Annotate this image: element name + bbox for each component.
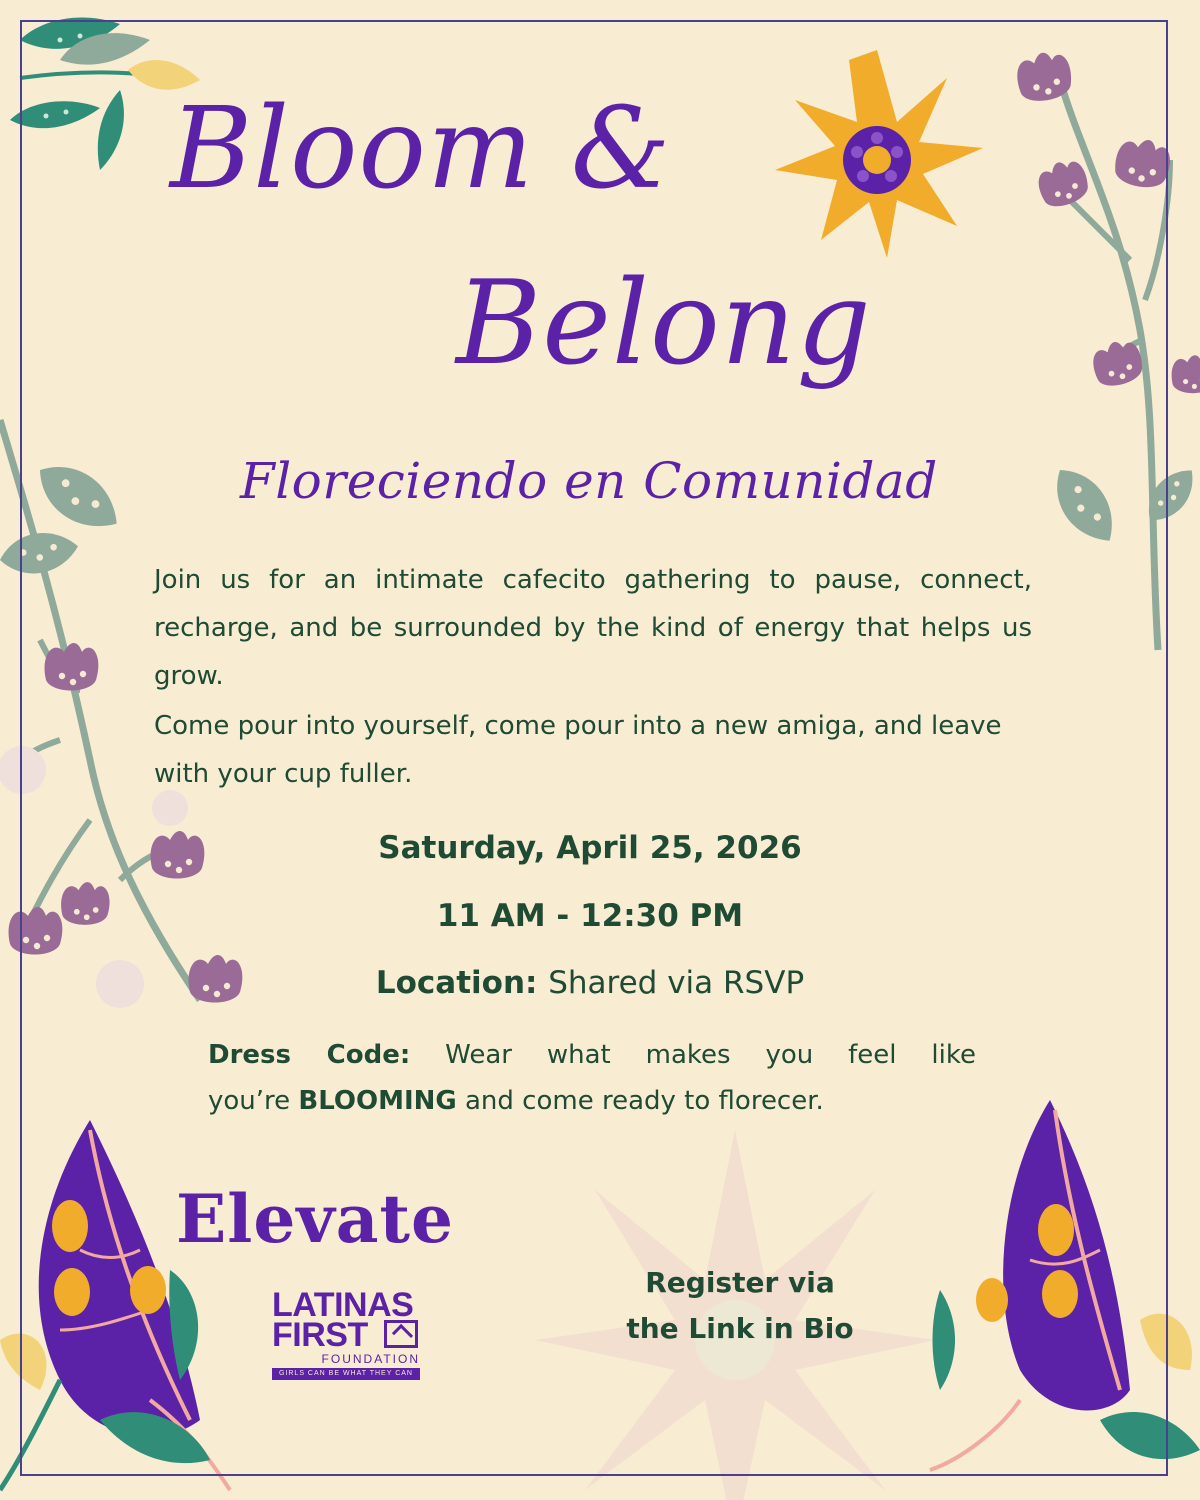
intro-paragraph-2: Come pour into yourself, come pour into a new amiga, and leave with your cup fuller. [154, 711, 1002, 789]
event-time: 11 AM - 12:30 PM [436, 898, 744, 934]
register-line-2: the Link in Bio [626, 1312, 854, 1345]
dress-code-text-1: Wear what makes you feel like [445, 1040, 976, 1070]
dress-code-text-2a: you’re [208, 1086, 291, 1116]
register-line-1: Register via [645, 1266, 835, 1299]
logo-line-1: LATINAS [272, 1286, 414, 1324]
dress-code-line-1 [208, 1032, 976, 1078]
dress-code-emphasis: BLOOMING [298, 1086, 457, 1116]
dress-code-label: Dress Code: [208, 1040, 411, 1070]
event-date: Saturday, April 25, 2026 [378, 830, 802, 866]
logo-line-2: FIRST [272, 1316, 368, 1354]
register-cta [560, 1260, 920, 1352]
dress-code-text-2b: and come ready to florecer. [465, 1086, 824, 1116]
title-line-2: Belong [456, 256, 872, 391]
elevate-logo: Elevate [176, 1180, 454, 1258]
dress-code [208, 1032, 976, 1124]
location-value: Shared via RSVP [548, 965, 805, 1001]
event-location [150, 965, 1030, 1001]
intro-paragraph: Join us for an intimate cafecito gathering to pause, connect, recharge, and be surrounded by the kind of energy that helps us grow. [154, 565, 1032, 691]
logo-emblem-icon [384, 1320, 418, 1348]
location-label: Location: [375, 965, 538, 1001]
logo-line-3: FOUNDATION [321, 1352, 420, 1366]
latinas-first-logo [272, 1288, 422, 1388]
dress-code-line-2 [208, 1086, 824, 1116]
subtitle: Floreciendo en Comunidad [240, 452, 938, 510]
title-line-1: Bloom & [170, 84, 672, 214]
logo-tagline: GIRLS CAN BE WHAT THEY CAN SEE [272, 1368, 420, 1380]
